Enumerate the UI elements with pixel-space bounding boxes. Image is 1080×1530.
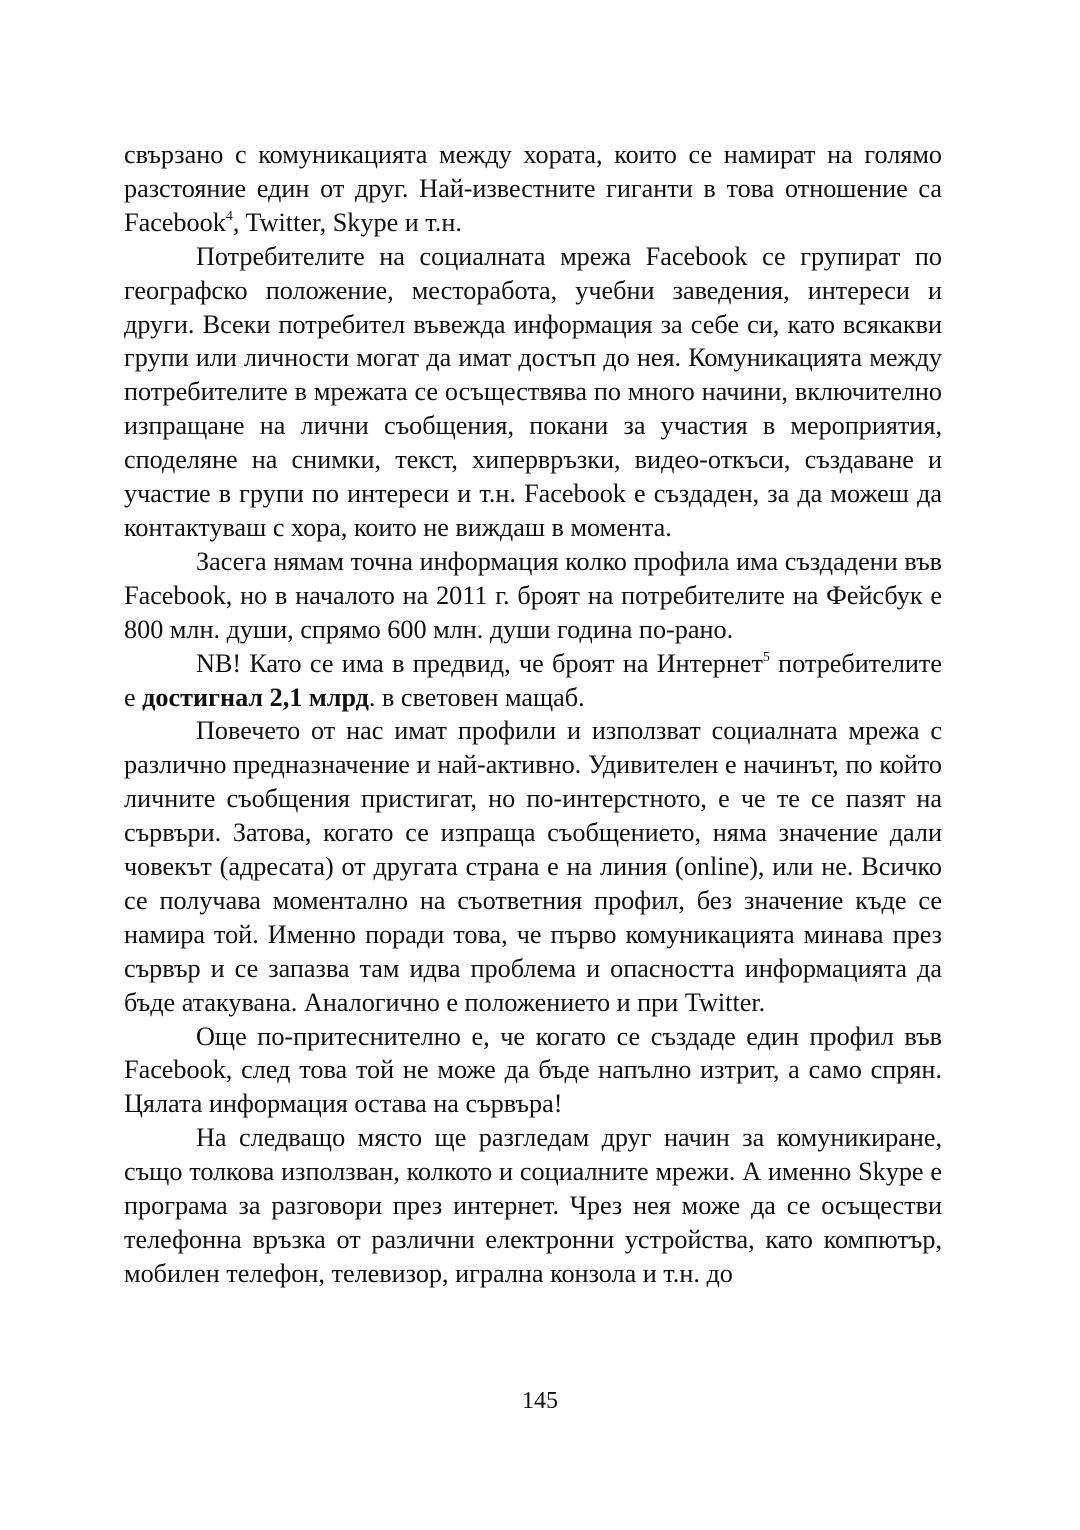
paragraph-text: свързано с комуникацията между хората, които се намират на голямо разстояние един от друг. Най-известните гиганти в това отношение са Facebook: [124, 140, 942, 237]
footnote-ref-5[interactable]: 5: [762, 649, 770, 665]
document-page: [124, 138, 942, 1291]
paragraph-profile-count: Засега нямам точна информация колко профила има създадени във Facebook, но в началото на 2011 г. броят на потребителите на Фейсбук е 800 млн. души, спрямо 600 млн. души година по-рано.: [124, 546, 942, 644]
paragraph-facebook-users: Потребителите на социалната мрежа Facebook се групират по географско положение, месторабота, учебни заведения, интереси и други. Всеки потребител въвежда информация за себе си, като всякакви групи или личности могат да имат достъп до нея. Комуникацията между потребителите в мрежата се осъществява по много начини, включително изпращане на лични съобщения, покани за участия в мероприятия, споделяне на снимки, текст, хипервръзки, видео-откъси, създаване и участие в групи по интереси и т.н. Facebook е създаден, за да можеш да контактуваш с хора, които не виждаш в момента.: [124, 241, 942, 542]
paragraph-profile-deletion: Още по-притеснително е, че когато се създаде един профил във Facebook, след това той не може да бъде напълно изтрит, а само спрян. Цялата информация остава на сървъра!: [124, 1021, 942, 1119]
paragraph-skype: На следващо място ще разгледам друг начин за комуникиране, също толкова използван, колкото и социалните мрежи. А именно Skype е програма за разговори през интернет. Чрез нея може да се осъществи телефонна връзка от различни електронни устройства, като компютър, мобилен телефон, телевизор, игрална конзола и т.н. до: [124, 1123, 942, 1288]
paragraph-continued: [124, 138, 942, 240]
paragraph-text: , Twitter, Skype и т.н.: [232, 207, 462, 237]
paragraph-nb-note: [124, 647, 942, 715]
page-number: 145: [522, 1388, 558, 1414]
paragraph-text: NB! Като се има в предвид, че броят на Интернет: [196, 648, 763, 678]
footnote-ref-4[interactable]: 4: [225, 208, 233, 224]
bold-emphasis: достигнал 2,1 млрд: [142, 682, 369, 712]
paragraph-text: . в световен мащаб.: [368, 682, 585, 712]
paragraph-text: потребителите е: [124, 648, 942, 712]
paragraph-messages-servers: Повечето от нас имат профили и използват социалната мрежа с различно предназначение и най-активно. Удивителен е начинът, по който личните съобщения пристигат, но по-интерстното, е че те се пазят на сървъри. Затова, когато се изпраща съобщението, няма значение дали човекът (адресата) от другата страна е на линия (online), или не. Всичко се получава моментално на съответния профил, без значение къде се намира той. Именно поради това, че първо комуникацията минава през сървър и се запазва там идва проблема и опасността информацията да бъде атакувана. Аналогично е положението и при Twitter.: [124, 716, 942, 1017]
